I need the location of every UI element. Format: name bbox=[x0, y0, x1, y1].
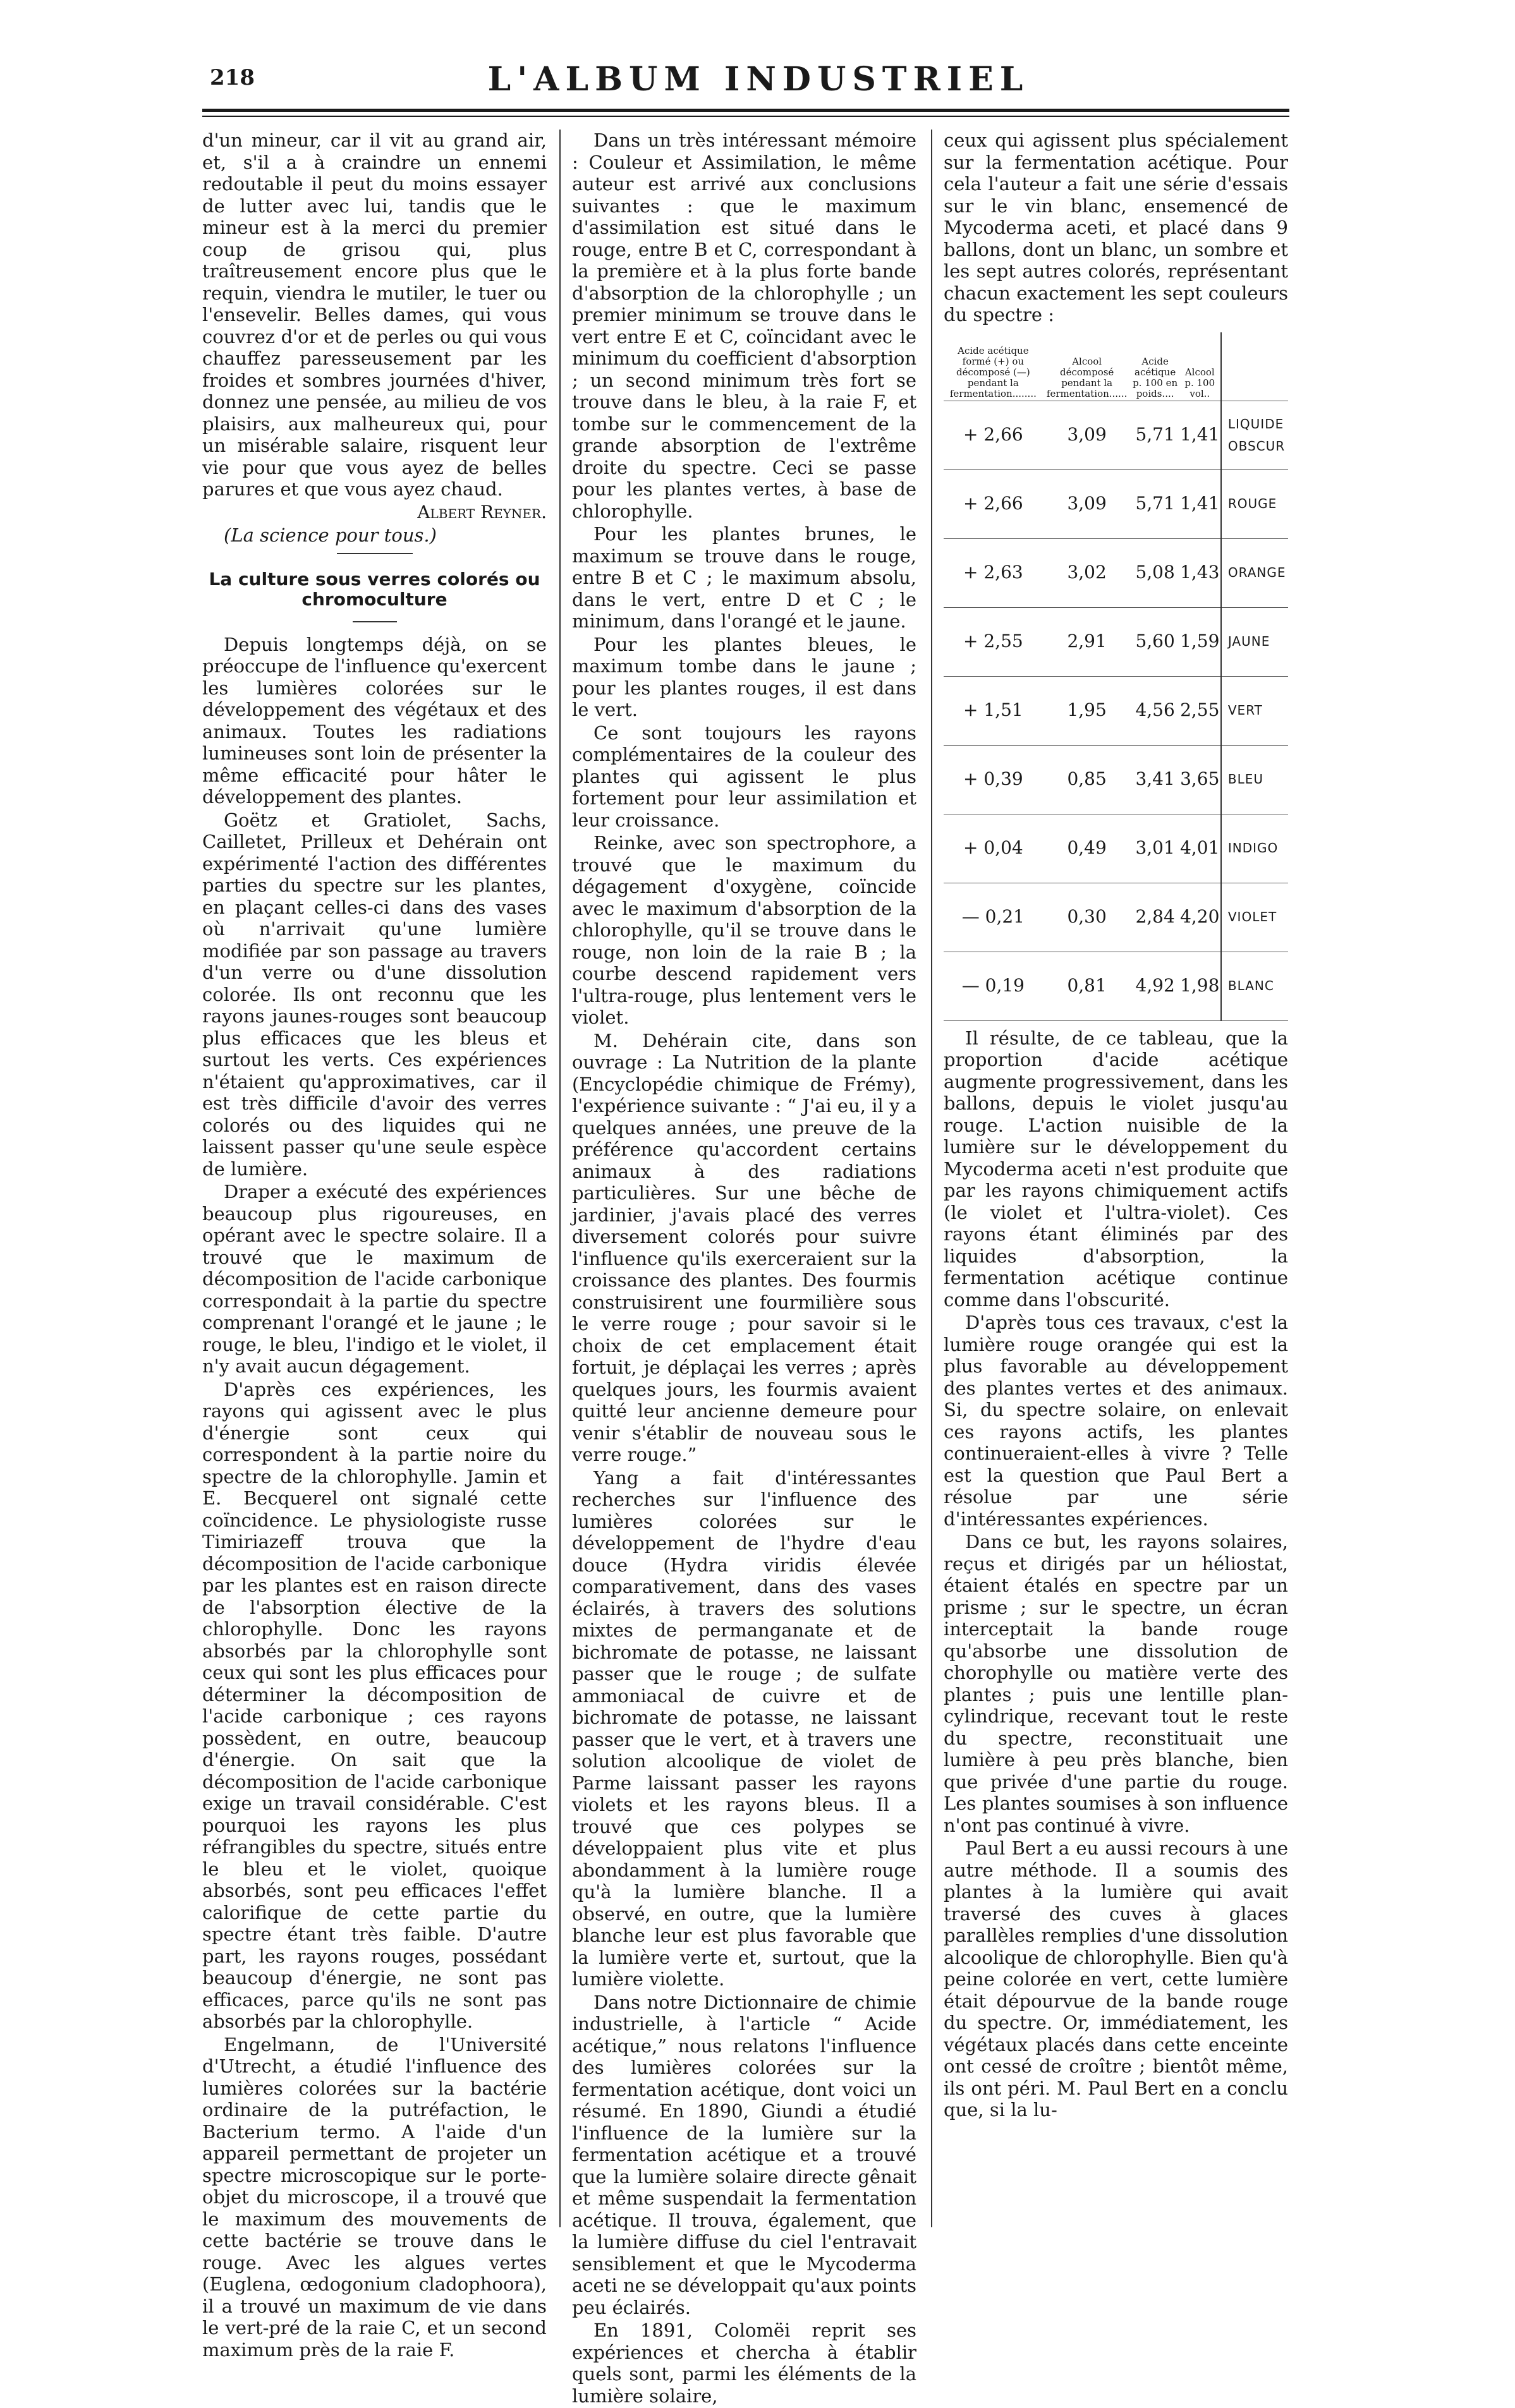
column-1 bbox=[202, 130, 547, 2362]
paragraph: Ce sont toujours les rayons complémentaires de la couleur des plantes qui agissent le plus fortement pour leur assimilation et leur croissance. bbox=[572, 722, 916, 831]
table-cell: + 0,39 bbox=[944, 745, 1043, 814]
paragraph: Dans un très intéressant mémoire : Couleur et Assimilation, le même auteur est arrivé aux conclusions suivantes : que le maximum d'assimilation est situé dans le rouge, entre B et C, correspondant à la première et à la plus forte bande d'absorption de la chlorophylle ; un premier minimum se trouve dans le vert entre E et C, coïncidant avec le minimum du coefficient d'absorption ; un second minimum très fort se trouve dans le bleu, à la raie F, et tombe sur le commencement de la grande absorption de l'extrême droite du spectre. Ceci se passe pour les plantes vertes, à base de chlorophylle. bbox=[572, 130, 916, 522]
paragraph: Engelmann, de l'Université d'Utrecht, a étudié l'influence des lumières colorées sur la bactérie ordinaire de la putréfaction, le Bacterium termo. A l'aide d'un appareil permettant de projeter un spectre microscopique sur le porte-objet du microscope, il a trouvé que le maximum des mouvements de cette bactérie se trouve dans le rouge. Avec les algues vertes (Euglena, œdogonium cladophoora), il a trouvé un maximum de vie dans le vert-pré de la raie C, et un second maximum près de la raie F. bbox=[202, 2033, 547, 2361]
table-cell: + 2,55 bbox=[944, 607, 1043, 676]
table-cell: 3,41 bbox=[1131, 745, 1179, 814]
paragraph: Pour les plantes bleues, le maximum tombe dans le jaune ; pour les plantes rouges, il est dans le vert. bbox=[572, 633, 916, 720]
author-signature: Albert Reyner. bbox=[417, 501, 547, 523]
table-color-label: VIOLET bbox=[1221, 883, 1288, 952]
table-cell: + 2,66 bbox=[944, 401, 1043, 469]
header-rule-thin bbox=[202, 116, 1289, 117]
table-cell: 5,08 bbox=[1131, 538, 1179, 607]
section-rule bbox=[337, 553, 413, 554]
table-cell: + 2,63 bbox=[944, 538, 1043, 607]
table-row-header: Acide acétique formé (+) ou décomposé (—) pendant la fermentation........ bbox=[944, 332, 1043, 401]
column-divider bbox=[559, 130, 561, 2227]
table-cell: 2,91 bbox=[1043, 607, 1131, 676]
column-3 bbox=[944, 130, 1288, 2122]
table-cell: 3,65 bbox=[1179, 745, 1221, 814]
paragraph: Dans notre Dictionnaire de chimie industrielle, à l'article “ Acide acétique,” nous relatons l'influence des lumières colorées sur la fermentation acétique, dont voici un résumé. En 1890, Giundi a étudié l'influence de la lumière sur la fermentation acétique et a trouvé que la lumière solaire directe gênait et même suspendait la fermentation acétique. Il trouva, également, que la lumière diffuse du ciel l'entravait sensiblement et que le Mycoderma aceti ne se développait qu'aux points peu éclairés. bbox=[572, 1991, 916, 2318]
column-2 bbox=[572, 130, 916, 2408]
table-cell: 3,09 bbox=[1043, 469, 1131, 538]
table-row bbox=[944, 745, 1288, 814]
fermentation-table bbox=[944, 332, 1288, 1015]
journal-title: L'ALBUM INDUSTRIEL bbox=[487, 60, 1030, 99]
paragraph: Dans ce but, les rayons solaires, reçus et dirigés par un héliostat, étaient étalés en spectre par un prisme ; sur le spectre, un écran interceptait la bande rouge qu'absorbe une dissolution de chorophylle ou matière verte des plantes ; puis une lentille plan-cylindrique, recevant tout le reste du spectre, reconstituait une lumière à peu près blanche, bien que privée d'une partie du rouge. Les plantes soumises à son influence n'ont pas continué à vivre. bbox=[944, 1531, 1288, 1836]
table-row bbox=[944, 952, 1288, 1020]
table-cell: + 0,04 bbox=[944, 814, 1043, 883]
results-table bbox=[944, 332, 1288, 1021]
table-color-label: JAUNE bbox=[1221, 607, 1288, 676]
paragraph: Il résulte, de ce tableau, que la proportion d'acide acétique augmente progressivement, dans les ballons, depuis le violet jusqu'au rouge. L'action nuisible de la lumière sur le développement du Mycoderma aceti n'est produite que par les rayons chimiquement actifs (le violet et l'ultra-violet). Ces rayons étant éliminés par des liquides d'absorption, la fermentation acétique continue comme dans l'obscurité. bbox=[944, 1027, 1288, 1310]
table-cell: 3,01 bbox=[1131, 814, 1179, 883]
table-row bbox=[944, 607, 1288, 676]
paragraph: D'après ces expériences, les rayons qui agissent avec le plus d'énergie sont ceux qui correspondent à la partie noire du spectre de la chlorophylle. Jamin et E. Becquerel ont signalé cette coïncidence. Le physiologiste russe Timiriazeff trouva que la décomposition de l'acide carbonique par les plantes est en raison directe de l'absorption élective de la chlorophylle. Donc les rayons absorbés par la chlorophylle sont ceux qui sont les plus efficaces pour déterminer la décomposition de l'acide carbonique ; ces rayons possèdent, en outre, beaucoup d'énergie. On sait que la décomposition de l'acide carbonique exige un travail considérable. C'est pourquoi les rayons les plus réfrangibles du spectre, situés entre le bleu et le violet, quoique absorbés, sont peu efficaces l'effet calorifique de cette partie du spectre étant très faible. D'autre part, les rayons rouges, possédant beaucoup d'énergie, ne sont pas efficaces, parce qu'ils ne sont pas absorbés par la chlorophylle. bbox=[202, 1378, 547, 2032]
table-row bbox=[944, 538, 1288, 607]
page-header bbox=[202, 60, 1315, 104]
table-cell: 1,41 bbox=[1179, 469, 1221, 538]
table-cell: 4,01 bbox=[1179, 814, 1221, 883]
section-title: La culture sous verres colorés ou chromoculture bbox=[209, 568, 540, 610]
table-cell: 5,71 bbox=[1131, 401, 1179, 469]
table-cell: 1,98 bbox=[1179, 952, 1221, 1020]
paragraph: En 1891, Colomëi reprit ses expériences et chercha à établir quels sont, parmi les éléments de la lumière solaire, bbox=[572, 2320, 916, 2407]
table-cell: 4,20 bbox=[1179, 883, 1221, 952]
table-row bbox=[944, 469, 1288, 538]
table-cell: — 0,21 bbox=[944, 883, 1043, 952]
table-row bbox=[944, 883, 1288, 952]
table-cell: 1,41 bbox=[1179, 401, 1221, 469]
table-cell: 0,81 bbox=[1043, 952, 1131, 1020]
paragraph: M. Dehérain cite, dans son ouvrage : La Nutrition de la plante (Encyclopédie chimique de Frémy), l'expérience suivante : “ J'ai eu, il y a quelques années, une preuve de la préférence qu'accordent certains animaux à des radiations particulières. Sur une bêche de jardinier, j'avais placé des verres diversement colorés pour suivre l'influence qu'ils exerceraient sur la croissance des plantes. Des fourmis construisirent une fourmilière sous le verre rouge ; pour savoir si le choix de cet emplacement était fortuit, je déplaçai les verres ; après quelques jours, les fourmis avaient quitté leur ancienne demeure pour venir s'établir de nouveau sous le verre rouge.” bbox=[572, 1029, 916, 1465]
table-cell: 0,85 bbox=[1043, 745, 1131, 814]
table-row bbox=[944, 814, 1288, 883]
table-cell: 0,30 bbox=[1043, 883, 1131, 952]
paragraph: Goëtz et Gratiolet, Sachs, Cailletet, Prilleux et Dehérain ont expérimenté l'action des différentes parties du spectre sur les plantes, en plaçant celles-ci dans des vases où n'arrivait qu'une lumière modifiée par son passage au travers d'un verre ou d'une dissolution colorée. Ils ont reconnu que les rayons jaunes-rouges sont beaucoup plus efficaces que les bleus et surtout les verts. Ces expériences n'étaient qu'approximatives, car il est très difficile d'avoir des verres colorés ou des liquides qui ne laissent passer qu'une seule espèce de lumière. bbox=[202, 809, 547, 1180]
table-cell: 3,09 bbox=[1043, 401, 1131, 469]
paragraph: Draper a exécuté des expériences beaucoup plus rigoureuses, en opérant avec le spectre solaire. Il a trouvé que le maximum de décomposition de l'acide carbonique correspondait à la partie du spectre comprenant l'orangé et le jaune ; le rouge, le bleu, l'indigo et le violet, il n'y avait aucun dégagement. bbox=[202, 1181, 547, 1377]
table-corner bbox=[1221, 332, 1288, 401]
header-rule bbox=[202, 109, 1289, 112]
table-color-label: VERT bbox=[1221, 676, 1288, 745]
table-cell: 0,49 bbox=[1043, 814, 1131, 883]
table-cell: 2,84 bbox=[1131, 883, 1179, 952]
table-cell: + 2,66 bbox=[944, 469, 1043, 538]
table-cell: 5,60 bbox=[1131, 607, 1179, 676]
paragraph: Pour les plantes brunes, le maximum se trouve dans le rouge, entre B et C ; le maximum absolu, dans le vert, entre D et C ; le minimum, dans l'orangé et le jaune. bbox=[572, 523, 916, 632]
column-divider bbox=[931, 130, 932, 2227]
table-row-header: Alcool p. 100 vol.. bbox=[1179, 332, 1221, 401]
table-cell: 1,59 bbox=[1179, 607, 1221, 676]
table-row bbox=[944, 676, 1288, 745]
paragraph: Yang a fait d'intéressantes recherches sur l'influence des lumières colorées sur le développement de l'hydre d'eau douce (Hydra viridis élevée comparativement, dans des vases éclairés, à travers des solutions mixtes de permanganate et de bichromate de potasse, ne laissant passer que le rouge ; de sulfate ammoniacal de cuivre et de bichromate de potasse, ne laissant passer que le vert, et à travers une solution alcoolique de violet de Parme laissant passer les rayons violets et les rayons bleus. Il a trouvé que ces polypes se développaient plus vite et plus abondamment à la lumière rouge qu'à la lumière blanche. Il a observé, en outre, que la lumière blanche leur est plus favorable que la lumière verte et, surtout, que la lumière violette. bbox=[572, 1467, 916, 1990]
paragraph: Reinke, avec son spectrophore, a trouvé que le maximum du dégagement d'oxygène, coïncide avec le maximum d'absorption de la chlorophylle, qu'il se trouve dans le rouge, non loin de la raie B ; la courbe descend rapidement vers l'ultra-rouge, plus lentement vers le violet. bbox=[572, 832, 916, 1028]
table-row-header: Acide acétique p. 100 en poids.... bbox=[1131, 332, 1179, 401]
table-color-label: ROUGE bbox=[1221, 469, 1288, 538]
table-cell: 2,55 bbox=[1179, 676, 1221, 745]
table-cell: 4,56 bbox=[1131, 676, 1179, 745]
source-citation: (La science pour tous.) bbox=[224, 524, 437, 546]
table-color-label: LIQUIDE OBSCUR bbox=[1221, 401, 1288, 469]
paragraph: Depuis longtemps déjà, on se préoccupe de l'influence qu'exercent les lumières colorées sur le développement des végétaux et des animaux. Toutes les radiations lumineuses sont loin de présenter la même efficacité pour hâter le développement des plantes. bbox=[202, 633, 547, 808]
table-color-label: ORANGE bbox=[1221, 538, 1288, 607]
table-color-label: BLANC bbox=[1221, 952, 1288, 1020]
table-header-row bbox=[944, 332, 1288, 401]
table-row-header: Alcool décomposé pendant la fermentation...... bbox=[1043, 332, 1131, 401]
table-cell: — 0,19 bbox=[944, 952, 1043, 1020]
paragraph: ceux qui agissent plus spécialement sur la fermentation acétique. Pour cela l'auteur a fait une série d'essais sur le vin blanc, ensemencé de Mycoderma aceti, et placé dans 9 ballons, dont un blanc, un sombre et les sept autres colorés, représentant chacun exactement les sept couleurs du spectre : bbox=[944, 130, 1288, 325]
table-cell: 1,43 bbox=[1179, 538, 1221, 607]
table-row bbox=[944, 401, 1288, 469]
table-cell: 3,02 bbox=[1043, 538, 1131, 607]
paragraph: D'après tous ces travaux, c'est la lumière rouge orangée qui est la plus favorable au développement des plantes vertes et des animaux. Si, du spectre solaire, on enlevait ces rayons actifs, les plantes continueraient-elles à vivre ? Telle est la question que Paul Bert a résolue par une série d'intéressantes expériences. bbox=[944, 1312, 1288, 1530]
page-number: 218 bbox=[210, 65, 255, 90]
table-color-label: INDIGO bbox=[1221, 814, 1288, 883]
section-rule bbox=[353, 621, 397, 622]
table-cell: 4,92 bbox=[1131, 952, 1179, 1020]
paragraph: d'un mineur, car il vit au grand air, et, s'il a à craindre un ennemi redoutable il peut du moins essayer de lutter avec lui, tandis que le mineur est à la merci du premier coup de grisou qui, plus traîtreusement encore plus que le requin, viendra le mutiler, le tuer ou l'ensevelir. Belles dames, qui vous couvrez d'or et de perles ou qui vous chauffez paresseusement par les froides et sombres journées d'hiver, donnez une pensée, au milieu de vos plaisirs, aux malheureux qui, pour un misérable salaire, risquent leur vie pour que vous ayez de belles parures et que vous ayez chaud. bbox=[202, 130, 547, 500]
table-color-label: BLEU bbox=[1221, 745, 1288, 814]
table-cell: 5,71 bbox=[1131, 469, 1179, 538]
table-cell: + 1,51 bbox=[944, 676, 1043, 745]
table-cell: 1,95 bbox=[1043, 676, 1131, 745]
paragraph: Paul Bert a eu aussi recours à une autre méthode. Il a soumis des plantes à la lumière qui avait traversé des cuves à glaces parallèles remplies d'une dissolution alcoolique de chlorophylle. Bien qu'à peine colorée en vert, cette lumière était dépourvue de la bande rouge du spectre. Or, immédiatement, les végétaux placés dans cette enceinte ont cessé de croître ; bientôt même, ils ont péri. M. Paul Bert en a conclu que, si la lu- bbox=[944, 1837, 1288, 2121]
